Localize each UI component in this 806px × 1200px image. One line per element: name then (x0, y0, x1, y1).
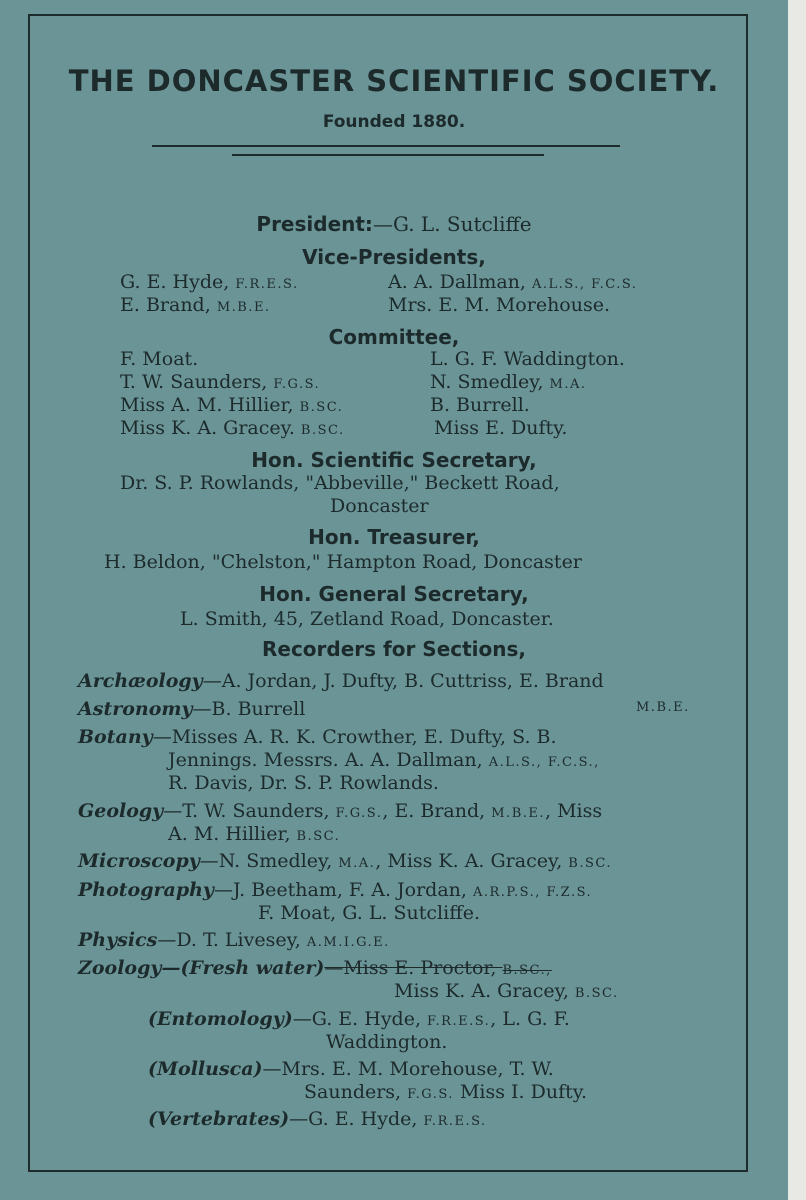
president-line (0, 212, 788, 236)
committee-right-2: N. Smedley, M.A. (430, 371, 587, 393)
vice-president-right-2: Mrs. E. M. Morehouse. (388, 294, 611, 316)
recorder-microscopy: Microscopy—N. Smedley, M.A., Miss K. A. Gracey, B.SC. (78, 850, 612, 872)
vice-president-right-1: A. A. Dallman, A.L.S., F.C.S. (388, 271, 638, 293)
general-secretary-heading: Hon. General Secretary, (259, 582, 529, 606)
founded-line: Founded 1880. (322, 112, 466, 132)
committee-right-1: L. G. F. Waddington. (430, 348, 625, 370)
recorder-botany-line-2: Jennings. Messrs. A. A. Dallman, A.L.S., F.C.S., (168, 749, 600, 771)
recorder-zoology-line-2: Miss K. A. Gracey, B.SC. (394, 980, 619, 1002)
committee-right-4: Miss E. Dufty. (434, 417, 568, 439)
divider-rule-top (152, 145, 620, 147)
president-name: —G. L. Sutcliffe (372, 212, 532, 236)
general-secretary-address: L. Smith, 45, Zetland Road, Doncaster. (180, 608, 554, 630)
scientific-secretary-heading: Hon. Scientific Secretary, (251, 448, 537, 472)
recorder-entomology-line-2: Waddington. (326, 1031, 448, 1053)
committee-right-3: B. Burrell. (430, 394, 530, 416)
recorder-geology-line-1: Geology—T. W. Saunders, F.G.S., E. Brand, M.B.E., Miss (78, 800, 603, 822)
recorder-botany-line-1: Botany—Misses A. R. K. Crowther, E. Dufty, S. B. (78, 726, 557, 748)
recorder-photography-line-2: F. Moat, G. L. Sutcliffe. (258, 902, 480, 924)
recorder-zoology-line-1: Zoology—(Fresh water)—Miss E. Proctor, B.SC., (78, 957, 552, 979)
president-label: President: (256, 212, 373, 236)
recorder-geology-line-2: A. M. Hillier, B.SC. (168, 823, 341, 845)
vice-president-left-1: G. E. Hyde, F.R.E.S. (120, 271, 299, 293)
vice-president-left-2: E. Brand, M.B.E. (120, 294, 271, 316)
recorder-mollusca-line-1: (Mollusca)—Mrs. E. M. Morehouse, T. W. (148, 1058, 554, 1080)
vice-presidents-heading: Vice-Presidents, (302, 245, 486, 269)
recorder-mollusca-line-2: Saunders, F.G.S. Miss I. Dufty. (304, 1081, 587, 1103)
divider-rule-bottom (232, 154, 544, 156)
scientific-secretary-address-2: Doncaster (330, 495, 429, 517)
recorder-entomology-line-1: (Entomology)—G. E. Hyde, F.R.E.S., L. G. F. (148, 1008, 570, 1030)
committee-left-3: Miss A. M. Hillier, B.SC. (120, 394, 344, 416)
recorder-botany-line-3: R. Davis, Dr. S. P. Rowlands. (168, 772, 439, 794)
recorder-archaeology: Archæology—A. Jordan, J. Dufty, B. Cuttriss, E. Brand (78, 670, 604, 692)
treasurer-heading: Hon. Treasurer, (308, 525, 480, 549)
recorder-photography-line-1: Photography—J. Beetham, F. A. Jordan, A.R.P.S., F.Z.S. (78, 879, 593, 901)
committee-left-4: Miss K. A. Gracey. B.SC. (120, 417, 345, 439)
committee-left-2: T. W. Saunders, F.G.S. (120, 371, 321, 393)
recorders-heading: Recorders for Sections, (261, 637, 527, 661)
treasurer-address: H. Beldon, "Chelston," Hampton Road, Doncaster (104, 551, 582, 573)
scientific-secretary-address-1: Dr. S. P. Rowlands, "Abbeville," Beckett Road, (120, 472, 560, 494)
society-title: THE DONCASTER SCIENTIFIC SOCIETY. (68, 64, 720, 98)
recorder-astronomy: Astronomy—B. Burrell (78, 698, 306, 720)
recorder-astronomy-credential: M.B.E. (636, 700, 690, 715)
recorder-vertebrates: (Vertebrates)—G. E. Hyde, F.R.E.S. (148, 1108, 487, 1130)
committee-heading: Committee, (328, 325, 460, 349)
committee-left-1: F. Moat. (120, 348, 199, 370)
recorder-physics: Physics—D. T. Livesey, A.M.I.G.E. (78, 929, 390, 951)
